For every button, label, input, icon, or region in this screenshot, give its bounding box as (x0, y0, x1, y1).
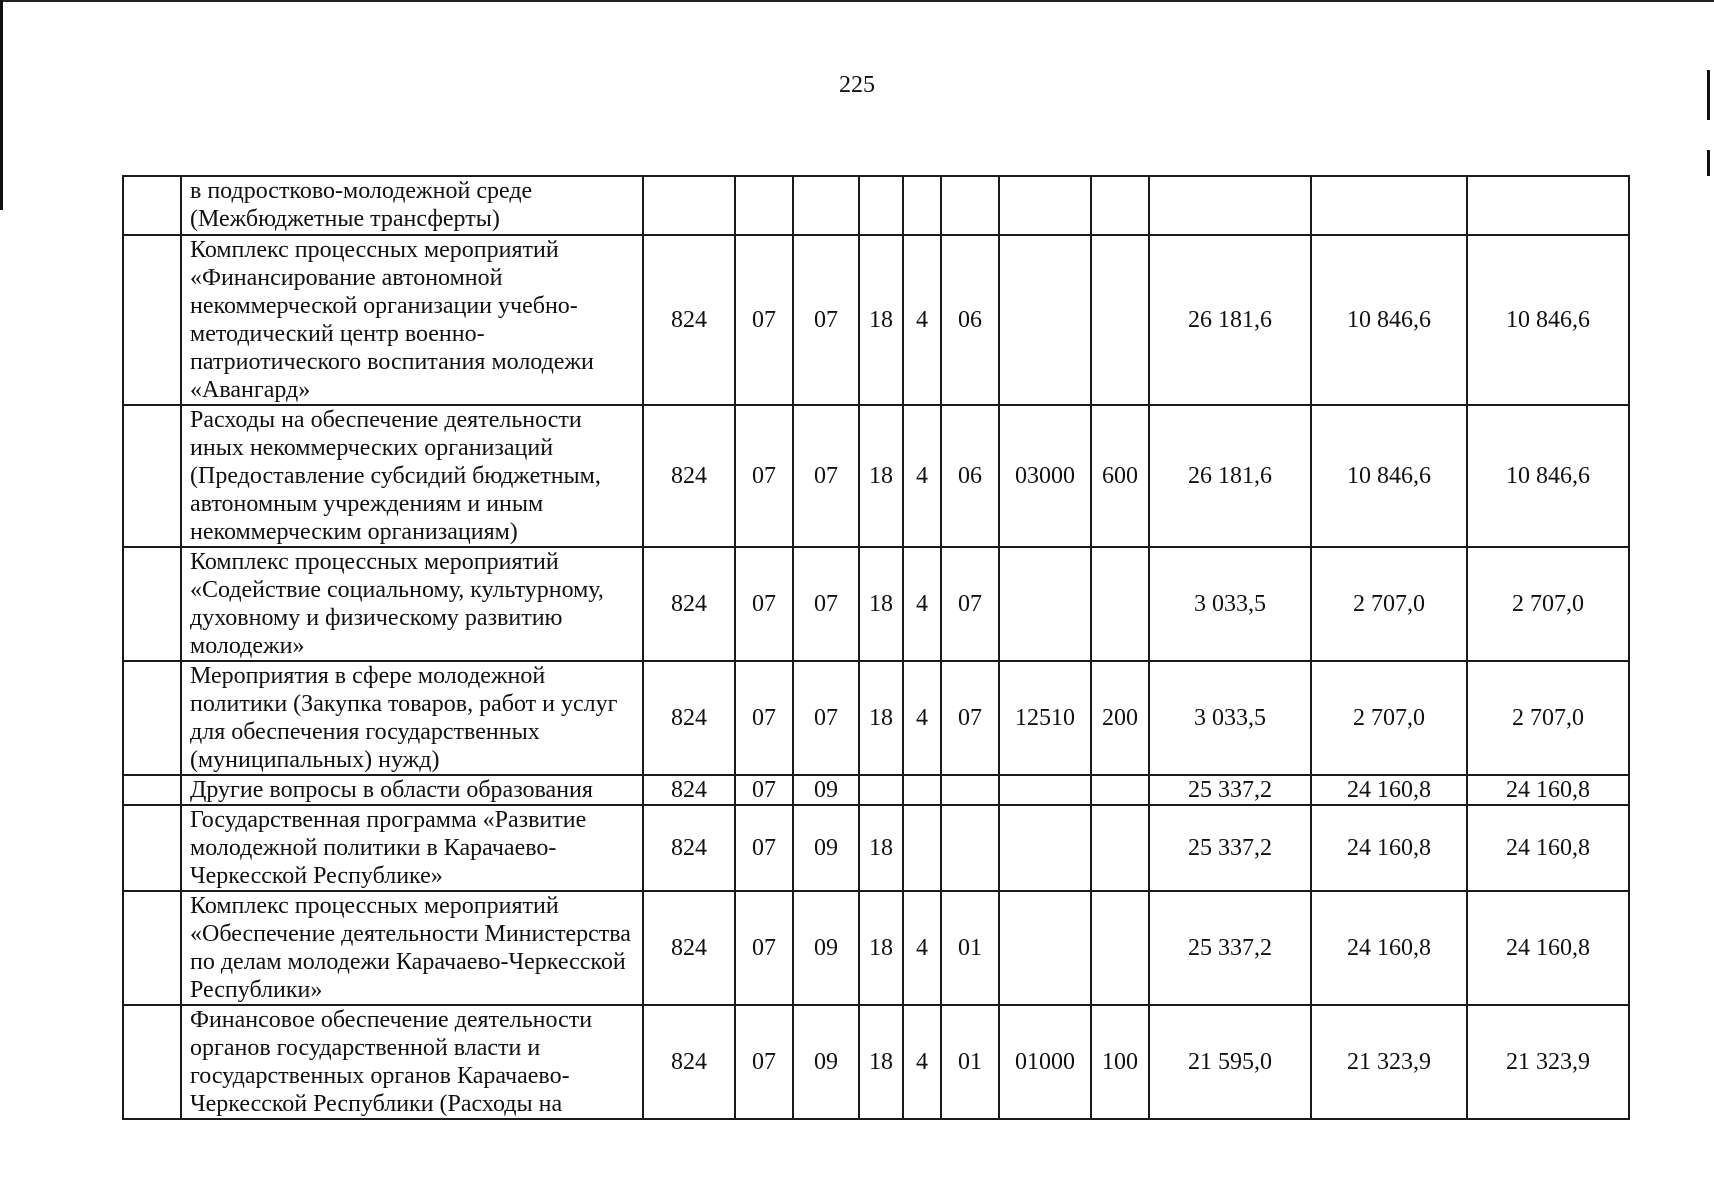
budget-table (122, 175, 1630, 1120)
code-cell (941, 176, 999, 235)
code-cell: 12510 (999, 661, 1091, 775)
code-cell (1091, 891, 1149, 1005)
table-row (123, 775, 1629, 805)
table-row (123, 1005, 1629, 1119)
code-cell: 18 (859, 547, 903, 661)
code-cell: 824 (643, 891, 735, 1005)
code-cell: 01 (941, 1005, 999, 1119)
row-number-cell (123, 661, 181, 775)
code-cell: 4 (903, 235, 941, 405)
amount-cell (1149, 176, 1311, 235)
code-cell: 07 (735, 547, 793, 661)
amount-cell: 10 846,6 (1311, 405, 1467, 547)
code-cell: 4 (903, 1005, 941, 1119)
code-cell (941, 805, 999, 891)
description-cell: Комплекс процессных мероприятий «Финансирование автономной некоммерческой организации учебно-методический центр военно-патриотического воспитания молодежи «Авангард» (181, 235, 643, 405)
scan-edge-left (0, 0, 3, 210)
amount-cell: 24 160,8 (1311, 805, 1467, 891)
amount-cell (1467, 176, 1629, 235)
table-row (123, 405, 1629, 547)
amount-cell: 26 181,6 (1149, 235, 1311, 405)
code-cell: 09 (793, 805, 859, 891)
code-cell: 07 (735, 405, 793, 547)
code-cell: 07 (735, 1005, 793, 1119)
code-cell: 824 (643, 1005, 735, 1119)
code-cell: 03000 (999, 405, 1091, 547)
row-number-cell (123, 1005, 181, 1119)
code-cell (903, 176, 941, 235)
amount-cell: 2 707,0 (1467, 547, 1629, 661)
amount-cell: 24 160,8 (1467, 805, 1629, 891)
code-cell: 200 (1091, 661, 1149, 775)
code-cell: 4 (903, 661, 941, 775)
amount-cell: 24 160,8 (1311, 891, 1467, 1005)
amount-cell: 3 033,5 (1149, 547, 1311, 661)
code-cell: 09 (793, 891, 859, 1005)
code-cell: 09 (793, 775, 859, 805)
code-cell: 100 (1091, 1005, 1149, 1119)
code-cell: 824 (643, 235, 735, 405)
code-cell: 824 (643, 661, 735, 775)
amount-cell: 25 337,2 (1149, 805, 1311, 891)
page-number: 225 (839, 72, 875, 98)
code-cell: 4 (903, 547, 941, 661)
code-cell (999, 891, 1091, 1005)
amount-cell: 2 707,0 (1311, 661, 1467, 775)
code-cell (999, 547, 1091, 661)
code-cell: 4 (903, 891, 941, 1005)
code-cell (999, 805, 1091, 891)
table-row (123, 176, 1629, 235)
table-row (123, 661, 1629, 775)
description-cell: Комплекс процессных мероприятий «Содействие социальному, культурному, духовному и физическому развитию молодежи» (181, 547, 643, 661)
code-cell (941, 775, 999, 805)
code-cell: 01 (941, 891, 999, 1005)
code-cell (903, 775, 941, 805)
code-cell (859, 176, 903, 235)
row-number-cell (123, 775, 181, 805)
amount-cell: 21 323,9 (1311, 1005, 1467, 1119)
code-cell: 07 (793, 547, 859, 661)
description-cell: Государственная программа «Развитие молодежной политики в Карачаево-Черкесской Республике» (181, 805, 643, 891)
code-cell: 18 (859, 805, 903, 891)
code-cell: 01000 (999, 1005, 1091, 1119)
description-cell: в подростково-молодежной среде (Межбюджетные трансферты) (181, 176, 643, 235)
amount-cell: 24 160,8 (1311, 775, 1467, 805)
code-cell: 07 (793, 661, 859, 775)
amount-cell: 21 595,0 (1149, 1005, 1311, 1119)
code-cell: 07 (735, 235, 793, 405)
code-cell: 18 (859, 235, 903, 405)
code-cell (999, 775, 1091, 805)
description-cell: Мероприятия в сфере молодежной политики (Закупка товаров, работ и услуг для обеспечения государственных (муниципальных) нужд) (181, 661, 643, 775)
code-cell: 07 (941, 661, 999, 775)
code-cell: 824 (643, 547, 735, 661)
code-cell (643, 176, 735, 235)
code-cell: 18 (859, 1005, 903, 1119)
description-cell: Другие вопросы в области образования (181, 775, 643, 805)
code-cell (903, 805, 941, 891)
amount-cell: 24 160,8 (1467, 891, 1629, 1005)
code-cell (859, 775, 903, 805)
code-cell: 18 (859, 405, 903, 547)
code-cell (735, 176, 793, 235)
code-cell: 824 (643, 405, 735, 547)
code-cell: 07 (735, 661, 793, 775)
code-cell (1091, 547, 1149, 661)
amount-cell: 25 337,2 (1149, 775, 1311, 805)
row-number-cell (123, 547, 181, 661)
amount-cell: 25 337,2 (1149, 891, 1311, 1005)
row-number-cell (123, 235, 181, 405)
code-cell (1091, 235, 1149, 405)
amount-cell: 10 846,6 (1467, 235, 1629, 405)
code-cell (793, 176, 859, 235)
code-cell (1091, 775, 1149, 805)
amount-cell: 24 160,8 (1467, 775, 1629, 805)
amount-cell: 10 846,6 (1467, 405, 1629, 547)
amount-cell: 3 033,5 (1149, 661, 1311, 775)
amount-cell: 2 707,0 (1467, 661, 1629, 775)
table-row (123, 547, 1629, 661)
code-cell: 07 (735, 891, 793, 1005)
code-cell: 09 (793, 1005, 859, 1119)
table-row (123, 891, 1629, 1005)
code-cell: 06 (941, 405, 999, 547)
amount-cell: 26 181,6 (1149, 405, 1311, 547)
code-cell: 824 (643, 775, 735, 805)
code-cell (999, 235, 1091, 405)
table-row (123, 235, 1629, 405)
description-cell: Расходы на обеспечение деятельности иных некоммерческих организаций (Предоставление субсидий бюджетным, автономным учреждениям и иным некоммерческим организациям) (181, 405, 643, 547)
scan-mark-right-2 (1707, 150, 1710, 176)
table-row (123, 805, 1629, 891)
code-cell: 824 (643, 805, 735, 891)
row-number-cell (123, 891, 181, 1005)
code-cell: 18 (859, 891, 903, 1005)
code-cell: 600 (1091, 405, 1149, 547)
row-number-cell (123, 176, 181, 235)
row-number-cell (123, 405, 181, 547)
row-number-cell (123, 805, 181, 891)
amount-cell: 21 323,9 (1467, 1005, 1629, 1119)
code-cell: 07 (793, 405, 859, 547)
code-cell (1091, 176, 1149, 235)
code-cell: 18 (859, 661, 903, 775)
code-cell: 07 (793, 235, 859, 405)
amount-cell: 2 707,0 (1311, 547, 1467, 661)
description-cell: Финансовое обеспечение деятельности органов государственной власти и государственных органов Карачаево-Черкесской Республики (Расходы на (181, 1005, 643, 1119)
amount-cell: 10 846,6 (1311, 235, 1467, 405)
code-cell: 07 (735, 775, 793, 805)
code-cell: 4 (903, 405, 941, 547)
code-cell: 07 (941, 547, 999, 661)
code-cell: 07 (735, 805, 793, 891)
code-cell (999, 176, 1091, 235)
code-cell (1091, 805, 1149, 891)
code-cell: 06 (941, 235, 999, 405)
description-cell: Комплекс процессных мероприятий «Обеспечение деятельности Министерства по делам молодежи Карачаево-Черкесской Республики» (181, 891, 643, 1005)
scan-edge-top (0, 0, 1714, 2)
amount-cell (1311, 176, 1467, 235)
